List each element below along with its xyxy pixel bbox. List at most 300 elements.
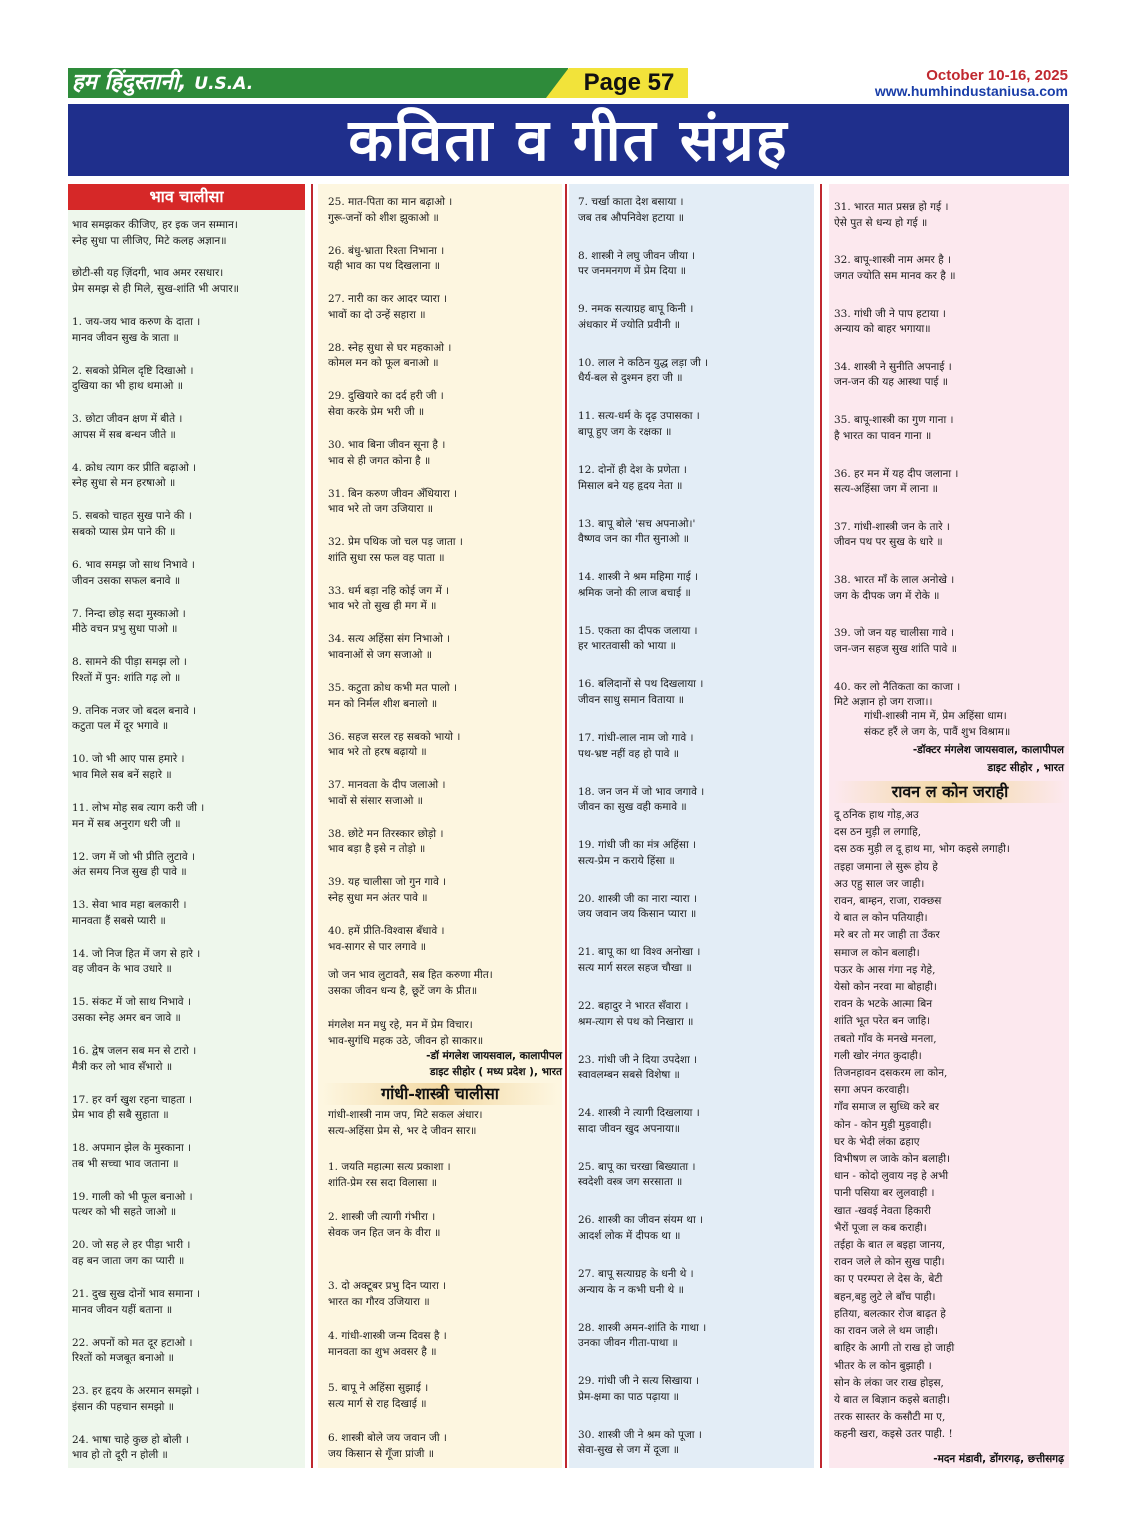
column-divider	[820, 184, 822, 1468]
verse-line: सादा जीवन खुद अपनाया॥	[578, 1122, 681, 1135]
verse-line: धैर्य-बल से दुश्मन हरा जी ॥	[578, 372, 683, 385]
verse-line: 18. अपमान झेल के मुस्काना ।	[72, 1142, 191, 1155]
chaupai-verse	[834, 413, 1066, 444]
verse-line: मानव जीवन सुख के त्राता ॥	[72, 331, 179, 344]
chaupai-verse	[578, 1267, 810, 1298]
verse-line: सत्य-अहिंसा प्रेम से, भर दे जीवन सार॥	[328, 1124, 477, 1137]
verse-line: अंत समय निज सुख ही पावे ॥	[72, 866, 187, 879]
verse-line: सेवक जन हित जन के वीरा ॥	[328, 1226, 441, 1239]
verse-line: 29. दुखियारे का दर्द हरी जी ।	[328, 390, 444, 403]
verse-line: 35. कटुता क्रोध कभी मत पालो ।	[328, 682, 457, 694]
verse-line: 16. बलिदानों से पथ दिखलाया ।	[578, 678, 704, 691]
verse-line: छोटी-सी यह ज़िंदगी, भाव अमर रसधार।	[72, 267, 224, 279]
chaupai-verse	[72, 947, 304, 978]
verse-line: है भारत का पावन गाना ॥	[834, 429, 932, 442]
verse-line: 37. मानवता के दीप जलाओ ।	[328, 779, 446, 792]
chaupai-verse	[834, 680, 1066, 711]
verse-line: 36. सहज सरल रह सबको भायो ।	[328, 730, 461, 743]
chaupai-verse	[72, 1384, 304, 1415]
verse-line: जब तब औपनिवेश हटाया ॥	[578, 211, 685, 224]
chaupai-verse	[578, 945, 810, 976]
verse-line: भावों से संसार सजाओ ॥	[328, 794, 423, 807]
chaupai-verse	[578, 838, 810, 869]
chaupai-verse	[328, 584, 560, 615]
verse-line: मिसाल बने यह हृदय नेता ॥	[578, 479, 683, 492]
chaupai-verse	[72, 1141, 304, 1172]
verse-line: 22. बहादुर ने भारत सँवारा ।	[578, 1000, 689, 1012]
chaupai-verse	[328, 730, 560, 761]
verse-line: 39. यह चालीसा जो गुन गावे ।	[328, 876, 447, 889]
verse-line: 33. गांधी जी ने पाप हटाया ।	[834, 307, 946, 320]
chaupai-verse	[328, 778, 560, 809]
verse-line: 10. लाल ने कठिन युद्ध लड़ा जी ।	[578, 356, 708, 369]
chaupai-verse	[578, 892, 810, 923]
chaupai-verse	[328, 195, 560, 226]
verse-line: स्वावलम्बन सबसे विशेषा ॥	[578, 1069, 680, 1082]
verse-line: तब भी सच्चा भाव जताना ॥	[72, 1157, 179, 1170]
verse-line: 6. शास्त्री बोले जय जवान जी ।	[328, 1432, 447, 1444]
verse-line: प्रेम-क्षमा का पाठ पढ़ाया ॥	[578, 1390, 679, 1403]
verse-line: 11. लोभ मोह सब त्याग करी जी ।	[72, 802, 205, 814]
poem-line: कोन - कोन मुड़ी मुड़वाही।	[834, 1118, 932, 1131]
chaupai-verse	[328, 1381, 560, 1412]
verse-line: 30. शास्त्री जी ने श्रम को पूजा ।	[578, 1428, 702, 1441]
chaupai-verse	[578, 1374, 810, 1405]
verse-line: 20. जो सह ले हर पीड़ा भारी ।	[72, 1239, 191, 1252]
bhav-author: -डॉ मंगलेश जायसवाल, कालापीपल	[426, 1050, 562, 1062]
verse-line: भाव से ही जगत कोना है ॥	[328, 454, 431, 467]
verse-line: स्नेह सुधा पा लीजिए, मिटे कलह अज्ञान॥	[72, 234, 227, 247]
chaupai-verse	[578, 999, 810, 1030]
verse-line: 26. शास्त्री का जीवन संयम था ।	[578, 1214, 704, 1227]
verse-line: जय जवान जय किसान प्यारा ॥	[578, 908, 697, 921]
column-divider	[311, 184, 313, 1468]
poem-line: तरक सास्तर के कसौटी मा ए,	[834, 1411, 946, 1424]
verse-line: 40. कर लो नैतिकता का काजा ।	[834, 680, 961, 693]
verse-line: दुखिया का भी हाथ थमाओ ॥	[72, 380, 184, 393]
verse-line: 6. भाव समझ जो साथ निभावे ।	[72, 559, 195, 571]
verse-line: जीवन पथ पर सुख के धारे ॥	[834, 536, 943, 549]
chaupai-verse	[578, 1053, 810, 1084]
verse-line: 22. अपनों को मत दूर हटाओ ।	[72, 1336, 193, 1349]
chaupai-verse	[834, 520, 1066, 551]
verse-line: कटुता पल में दूर भगावे ॥	[72, 720, 169, 733]
verse-line: जगत ज्योति सम मानव कर है ॥	[834, 269, 956, 282]
verse-line: 23. गांधी जी ने दिया उपदेशा ।	[578, 1053, 698, 1066]
verse-line: स्नेह सुधा मन अंतर पावे ॥	[328, 891, 428, 904]
verse-line: 30. भाव बिना जीवन सूना है ।	[328, 439, 446, 451]
verse-line: उसका जीवन धन्य है, छूटें जग के प्रीत॥	[328, 984, 478, 997]
outro-couplet	[328, 968, 560, 999]
masthead-brand: हम हिंदुस्तानी,	[72, 70, 187, 95]
chaupai-verse	[578, 624, 810, 655]
verse-line: 12. जग में जो भी प्रीति लुटावे ।	[72, 850, 196, 863]
verse-line: 4. गांधी-शास्त्री जन्म दिवस है ।	[328, 1330, 447, 1342]
outro-couplet	[834, 709, 1066, 740]
chaupai-verse	[72, 412, 304, 443]
intro-couplet	[72, 218, 304, 249]
verse-line: सबको प्यास प्रेम पाने की ॥	[72, 525, 176, 538]
chaupai-verse	[834, 360, 1066, 391]
poem-line: खात -खवई नेवता हिकारी	[834, 1204, 931, 1217]
chaupai-verse	[834, 573, 1066, 604]
verse-line: अंधकार में ज्योति प्रवीनी ॥	[578, 318, 681, 331]
verse-line: 20. शास्त्री जी का नारा न्यारा ।	[578, 892, 697, 905]
chaupai-verse	[834, 253, 1066, 284]
poem-line: तिजनहावन दसकरम ला कोन,	[834, 1067, 948, 1080]
verse-line: स्वदेशी वस्त्र जग सरसाता ॥	[578, 1176, 683, 1189]
intro-couplet	[328, 1108, 560, 1139]
verse-line: 14. शास्त्री ने श्रम महिमा गाई ।	[578, 571, 699, 584]
verse-line: 7. निन्दा छोड़ सदा मुस्काओ ।	[72, 607, 186, 620]
page-number: Page 57	[583, 69, 675, 96]
chaupai-verse	[328, 438, 560, 469]
verse-line: 29. गांधी जी ने सत्य सिखाया ।	[578, 1375, 700, 1388]
poem-line: बाहिर के आगी तो राख हो जाही	[834, 1342, 955, 1355]
chaupai-verse	[578, 356, 810, 387]
poem-line: समाज ल कोन बलाही।	[834, 946, 920, 959]
verse-line: 5. बापू ने अहिंसा सुझाई ।	[328, 1382, 429, 1394]
verse-line: 23. हर हृदय के अरमान समझो ।	[72, 1385, 200, 1398]
verse-line: मैत्री कर लो भाव सँभारो ॥	[72, 1060, 173, 1073]
verse-line: 35. बापू-शास्त्री का गुण गाना ।	[834, 414, 954, 427]
verse-line: 9. तनिक नजर जो बदल बनावे ।	[72, 704, 197, 717]
verse-line: मानवता का शुभ अवसर है ॥	[328, 1345, 437, 1358]
verse-line: हर भारतवासी को भाया ॥	[578, 640, 676, 653]
verse-line: 4. क्रोध त्याग कर प्रीति बढ़ाओ ।	[72, 461, 197, 474]
gandhi-author-place: डाइट सीहोर , भारत	[987, 762, 1064, 774]
verse-line: 24. भाषा चाहे कुछ हो बोली ।	[72, 1433, 189, 1446]
poem-line: सगा अपन करवाही।	[834, 1084, 910, 1097]
verse-line: 21. दुख सुख दोनों भाव समाना ।	[72, 1288, 200, 1300]
website-link[interactable]: www.humhindustaniusa.com	[874, 83, 1068, 99]
poem-line: अउ एहु साल जर जाही।	[834, 877, 925, 890]
verse-line: गुरू-जनों को शीश झुकाओ ॥	[328, 211, 439, 224]
verse-line: 8. शास्त्री ने लघु जीवन जीया ।	[578, 249, 696, 262]
chaupai-verse	[328, 341, 560, 372]
poem-line: बहन,बहु लुटे ले बाँच पाही।	[834, 1290, 936, 1303]
poem-line: ये बात ल कोन पतियाही।	[834, 912, 928, 925]
verse-line: भावनाओं से जग सजाओ ॥	[328, 648, 433, 661]
verse-line: सेवा-सुख से जग में दूजा ॥	[578, 1444, 680, 1457]
verse-line: 28. स्नेह सुधा से घर महकाओ ।	[328, 341, 452, 354]
verse-line: गांधी-शास्त्री नाम जप, मिटे सकल अंधार।	[328, 1109, 483, 1121]
chaupai-verse	[328, 535, 560, 566]
verse-line: रिश्तों को मजबूत बनाओ ॥	[72, 1352, 174, 1365]
verse-line: 38. छोटे मन तिरस्कार छोड़ो ।	[328, 827, 444, 840]
intro-couplet	[72, 266, 304, 297]
poem-line: तबतो गाँव के मनखे मनला,	[834, 1032, 937, 1045]
poem-line: येसो कोन नरवा मा बोहाही।	[834, 981, 937, 994]
chaupai-verse	[328, 389, 560, 420]
verse-line: 3. दो अक्टूबर प्रभु दिन प्यारा ।	[328, 1280, 447, 1292]
verse-line: पत्थर को भी सहते जाओ ॥	[72, 1206, 177, 1219]
verse-line: भावों का दो उन्हें सहारा ॥	[328, 308, 426, 321]
chaupai-verse	[72, 850, 304, 881]
verse-line: पर जनमनगण में प्रेम दिया ॥	[578, 265, 687, 278]
chaupai-verse	[328, 681, 560, 712]
chaupai-verse	[578, 302, 810, 333]
verse-line: 26. बंधु-भ्राता रिश्ता निभाना ।	[328, 244, 445, 257]
chaupai-verse	[72, 1044, 304, 1075]
verse-line: 13. सेवा भाव महा बलकारी ।	[72, 899, 187, 912]
verse-line: 14. जो निज हित में जग से हारे ।	[72, 947, 201, 960]
ravan-poem-title: रावन ल कोन जराही	[834, 781, 1066, 803]
verse-line: भाव भरे तो सुख ही मग में ॥	[328, 600, 437, 613]
poem-line: भीतर के ल कोन बुझाही ।	[834, 1359, 932, 1372]
verse-line: 19. गांधी जी का मंत्र अहिंसा ।	[578, 839, 697, 852]
chaupai-verse	[328, 632, 560, 663]
poem-line: तईहा के बात ल बइहा जानय,	[834, 1239, 946, 1252]
verse-line: मानवता हैं सबसे प्यारी ॥	[72, 914, 166, 927]
poem-line: धान - कोदो लुवाय नइ हे अभी	[834, 1170, 949, 1183]
poem-line: दस ठक मुड़ी ल दू हाथ मा, भोग कइसे लगाही।	[834, 843, 1010, 856]
ravan-poem-body	[834, 807, 1066, 1444]
chaupai-verse	[578, 517, 810, 548]
chaupai-verse	[578, 1160, 810, 1191]
poem-line: घर के भेदी लंका ढहाए	[834, 1135, 920, 1148]
verse-line: जय किसान से गूँजा प्रांजी ॥	[328, 1447, 435, 1460]
verse-line: ऐसे पुत से धन्य हो गई ॥	[834, 216, 928, 229]
poem-line: विभीषण ल जाके कोन बलाही।	[834, 1153, 951, 1166]
verse-line: मानव जीवन यहीं बताना ॥	[72, 1303, 173, 1316]
chaupai-verse	[328, 1210, 560, 1241]
verse-line: 34. सत्य अहिंसा संग निभाओ ।	[328, 633, 451, 646]
verse-line: 18. जन जन में जो भाव जगावे ।	[578, 785, 705, 798]
verse-line: मन को निर्मल शीश बनालो ॥	[328, 697, 438, 710]
verse-line: भाव भरे तो जग उजियारा ॥	[328, 503, 434, 516]
poem-line: रावन जले ले कोन सुख पाही।	[834, 1256, 945, 1269]
chaupai-verse	[578, 731, 810, 762]
verse-line: भव-सागर से पार लगावे ॥	[328, 940, 427, 953]
verse-line: 2. सबको प्रेमिल दृष्टि दिखाओ ।	[72, 364, 194, 377]
chaupai-verse	[72, 898, 304, 929]
poem-line: मरे बर तो मर जाही ता उँकर	[834, 929, 940, 942]
verse-line: 1. जय-जय भाव करुण के दाता ।	[72, 316, 201, 328]
chaupai-verse	[72, 461, 304, 492]
chaupai-verse	[72, 1190, 304, 1221]
verse-line: 32. बापू-शास्त्री नाम अमर है ।	[834, 254, 952, 267]
verse-line: सत्य मार्ग सरल सहज चौखा ॥	[578, 961, 692, 974]
verse-line: 38. भारत माँ के लाल अनोखे ।	[834, 574, 955, 587]
poem-line: पानी पसिया बर लुलवाही ।	[834, 1187, 935, 1200]
verse-line: जीवन साधु समान विताया ॥	[578, 693, 685, 706]
verse-line: शांति सुधा रस फल वह पाता ॥	[328, 551, 445, 564]
poem-line: हतिया, बलत्कार रोज बाढ़त हे	[834, 1307, 946, 1320]
verse-line: 9. नमक सत्याग्रह बापू किनी ।	[578, 303, 694, 316]
chaupai-verse	[72, 1238, 304, 1269]
chaupai-verse	[834, 467, 1066, 498]
chaupai-verse	[328, 1160, 560, 1191]
chaupai-verse	[578, 1428, 810, 1459]
column-divider	[565, 184, 567, 1468]
chaupai-verse	[328, 924, 560, 955]
chaupai-verse	[72, 1287, 304, 1318]
verse-line: संकट हरैं ले जग के, पावैं शुभ विश्राम॥	[864, 725, 1011, 738]
verse-line: वैष्णव जन का गीत सुनाओ ॥	[578, 533, 690, 546]
poem-line: शांति भूत परेत बन जाहि।	[834, 1015, 931, 1028]
ravan-author: -मदन मंडावी, डोंगरगढ़, छत्तीसगढ़	[933, 1453, 1064, 1465]
verse-line: भारत का गौरव उजियारा ॥	[328, 1295, 430, 1308]
verse-line: भाव बड़ा है इसे न तोड़ो ॥	[328, 843, 426, 856]
poem-line: तइहा जमाना ले सुरू होय हे	[834, 860, 938, 873]
verse-line: जो जन भाव लुटावतै, सब हित करुणा मीत।	[328, 969, 493, 981]
gandhi-shastri-chalisa-title: गांधी-शास्त्री चालीसा	[322, 1083, 558, 1105]
masthead-suffix: U.S.A.	[194, 74, 254, 94]
chaupai-verse	[578, 785, 810, 816]
verse-line: 5. सबको चाहत सुख पाने की ।	[72, 510, 192, 523]
chaupai-verse	[834, 626, 1066, 657]
verse-line: 15. एकता का दीपक जलाया ।	[578, 624, 698, 637]
verse-line: भाव-सुगंधि महक उठे, जीवन हो साकार॥	[328, 1034, 484, 1047]
verse-line: 3. छोटा जीवन क्षण में बीते ।	[72, 413, 183, 426]
verse-line: इंसान की पहचान समझो ॥	[72, 1400, 175, 1413]
verse-line: 7. चर्खा काता देश बसाया ।	[578, 196, 684, 208]
gandhi-author: -डॉक्टर मंगलेश जायसवाल, कालापीपल	[912, 744, 1064, 756]
verse-line: उसका स्नेह अमर बन जावे ॥	[72, 1011, 181, 1024]
verse-line: जीवन उसका सफल बनावे ॥	[72, 574, 181, 587]
verse-line: जीवन का सुख वही कमावे ॥	[578, 801, 687, 814]
chaupai-verse	[328, 292, 560, 323]
verse-line: सेवा करके प्रेम भरी जी ॥	[328, 405, 425, 418]
verse-line: 15. संकट में जो साथ निभावे ।	[72, 996, 191, 1009]
verse-line: मन में सब अनुराग धरी जी ॥	[72, 817, 181, 830]
verse-line: श्रमिक जनो की लाज बचाई ॥	[578, 586, 691, 599]
verse-line: अन्याय को बाहर भगाया॥	[834, 323, 931, 336]
poem-line: गली खोर नंगत कुदाही।	[834, 1049, 922, 1062]
verse-line: 19. गाली को भी फूल बनाओ ।	[72, 1190, 193, 1203]
poem-line: दस ठन मुड़ी ल लगाहि,	[834, 826, 922, 839]
poem-line: का ए परम्परा ले देस के, बेटी	[834, 1273, 943, 1286]
verse-line: प्रेम भाव ही सबै सुहाता ॥	[72, 1109, 169, 1122]
verse-line: 39. जो जन यह चालीसा गावे ।	[834, 627, 955, 640]
verse-line: भाव हो तो दूरी न होली ॥	[72, 1449, 168, 1462]
chaupai-verse	[328, 487, 560, 518]
verse-line: मंगलेश मन मधु रहे, मन में प्रेम विचार।	[328, 1019, 473, 1031]
verse-line: 17. गांधी-लाल नाम जो गावे ।	[578, 732, 694, 744]
chaupai-verse	[72, 558, 304, 589]
chaupai-verse	[72, 801, 304, 832]
poem-line: भैरों पूजा ल कब कराही।	[834, 1221, 927, 1234]
chaupai-verse	[72, 1093, 304, 1124]
verse-line: भाव मिले सब बनें सहारे ॥	[72, 768, 172, 781]
chaupai-verse	[578, 409, 810, 440]
verse-line: 31. बिन करुण जीवन अँधियारा ।	[328, 487, 458, 500]
verse-line: 12. दोनों ही देश के प्रणेता ।	[578, 464, 687, 476]
chaupai-verse	[578, 249, 810, 280]
verse-line: 17. हर वर्ग खुश रहना चाहता ।	[72, 1093, 193, 1106]
chaupai-verse	[578, 463, 810, 494]
chaupai-verse	[72, 655, 304, 686]
verse-line: कोमल मन को फूल बनाओ ॥	[328, 357, 439, 370]
verse-line: 33. धर्म बड़ा नहि कोई जग में ।	[328, 584, 450, 597]
verse-line: 27. बापू सत्याग्रह के धनी थे ।	[578, 1268, 694, 1280]
verse-line: 24. शास्त्री ने त्यागी दिखलाया ।	[578, 1107, 700, 1120]
verse-line: 25. बापू का चरखा बिख्याता ।	[578, 1160, 696, 1173]
verse-line: जन-जन सहज सुख शांति पावे ॥	[834, 642, 957, 655]
poem-line: कहनी खरा, कइसे उतर पाही. !	[834, 1428, 953, 1441]
verse-line: 31. भारत मात प्रसन्न हो गई ।	[834, 201, 949, 213]
chaupai-verse	[328, 1279, 560, 1310]
outro-couplet	[328, 1018, 560, 1049]
verse-line: 32. प्रेम पथिक जो चल पड़ जाता ।	[328, 536, 463, 549]
verse-line: यही भाव का पथ दिखलाना ॥	[328, 260, 441, 273]
verse-line: वह बन जाता जग का प्यारी ॥	[72, 1254, 185, 1267]
verse-line: 28. शास्त्री अमन-शांति के गाथा ।	[578, 1321, 707, 1334]
verse-line: 34. शास्त्री ने सुनीति अपनाई ।	[834, 360, 952, 373]
masthead-title	[72, 70, 253, 97]
bhav-author-place: डाइट सीहोर ( मध्य प्रदेश ), भारत	[429, 1066, 562, 1078]
bhav-chalisa-title: भाव चालीसा	[68, 184, 305, 210]
verse-line: सत्य-प्रेम न कराये हिंसा ॥	[578, 854, 675, 867]
verse-line: जन-जन की यह आस्था पाई ॥	[834, 376, 949, 389]
verse-line: मिटे अज्ञान हो जग राजा।।	[834, 696, 933, 709]
verse-line: शांति-प्रेम रस सदा विलासा ॥	[328, 1176, 438, 1189]
chaupai-verse	[328, 244, 560, 275]
verse-line: अन्याय के न कभी घनी थे ॥	[578, 1283, 684, 1296]
poem-line: रावन, बाम्हन, राजा, राक्छस	[834, 895, 942, 908]
poem-line: ये बात ल बिज्ञान कइसे बताही।	[834, 1393, 950, 1406]
verse-line: श्रम-त्याग से पथ को निखारा ॥	[578, 1015, 694, 1028]
chaupai-verse	[834, 307, 1066, 338]
verse-line: पथ-भ्रष्ट नहीं वह हो पावे ॥	[578, 747, 680, 760]
verse-line: 36. हर मन में यह दीप जलाना ।	[834, 467, 959, 480]
verse-line: 13. बापू बोले 'सच अपनाओ।'	[578, 517, 696, 530]
verse-line: भाव भरे तो हरष बढ़ायो ॥	[328, 746, 427, 759]
verse-line: 21. बापू का था विश्व अनोखा ।	[578, 946, 701, 959]
verse-line: बापू हुए जग के रक्षका ॥	[578, 425, 672, 438]
verse-line: 2. शास्त्री जी त्यागी गंभीरा ।	[328, 1211, 436, 1223]
chaupai-verse	[328, 875, 560, 906]
chaupai-verse	[72, 315, 304, 346]
chaupai-verse	[578, 570, 810, 601]
verse-line: गांधी-शास्त्री नाम में, प्रेम अहिंसा धाम।	[864, 710, 1007, 722]
chaupai-verse	[328, 1431, 560, 1462]
verse-line: स्नेह सुधा से मन हरषाओ ॥	[72, 477, 176, 490]
verse-line: जग के दीपक जग में रोके ॥	[834, 589, 940, 602]
poem-line: गाँव समाज ल सुध्धि करे बर	[834, 1101, 940, 1114]
chaupai-verse	[578, 195, 810, 226]
chaupai-verse	[578, 1213, 810, 1244]
verse-line: भाव समझकर कीजिए, हर इक जन सम्मान।	[72, 219, 238, 231]
verse-line: 10. जो भी आए पास हमारे ।	[72, 753, 185, 766]
verse-line: 1. जयति महात्मा सत्य प्रकाशा ।	[328, 1161, 451, 1173]
chaupai-verse	[72, 509, 304, 540]
poem-line: का रावन जले ले थम जाही।	[834, 1325, 938, 1338]
verse-line: 27. नारी का कर आदर प्यारा ।	[328, 293, 447, 306]
chaupai-verse	[72, 364, 304, 395]
chaupai-verse	[72, 704, 304, 735]
section-banner-title: कविता व गीत संग्रह	[348, 106, 789, 174]
chaupai-verse	[328, 1329, 560, 1360]
chaupai-verse	[72, 607, 304, 638]
chaupai-verse	[72, 752, 304, 783]
verse-line: मीठे वचन प्रभु सुधा पाओ ॥	[72, 623, 178, 636]
chaupai-verse	[72, 1433, 304, 1464]
verse-line: 16. द्वेष जलन सब मन से टारो ।	[72, 1045, 197, 1057]
chaupai-verse	[578, 1321, 810, 1352]
verse-line: रिश्तों में पुन: शांति गढ़ लो ॥	[72, 671, 181, 684]
verse-line: 11. सत्य-धर्म के दृढ़ उपासका ।	[578, 410, 700, 423]
verse-line: वह जीवन के भाव उधारे ॥	[72, 963, 172, 976]
verse-line: आदर्श लोक में दीपक था ॥	[578, 1229, 681, 1242]
verse-line: 8. सामने की पीड़ा समझ लो ।	[72, 656, 187, 669]
chaupai-verse	[72, 995, 304, 1026]
poem-line: दू ठनिक हाथ गोड़,अउ	[834, 809, 919, 821]
poem-line: रावन के भटके आत्मा बिन	[834, 998, 933, 1011]
issue-date: October 10-16, 2025	[926, 67, 1068, 84]
verse-line: 40. हमें प्रीति-विश्वास बँधावे ।	[328, 925, 445, 937]
